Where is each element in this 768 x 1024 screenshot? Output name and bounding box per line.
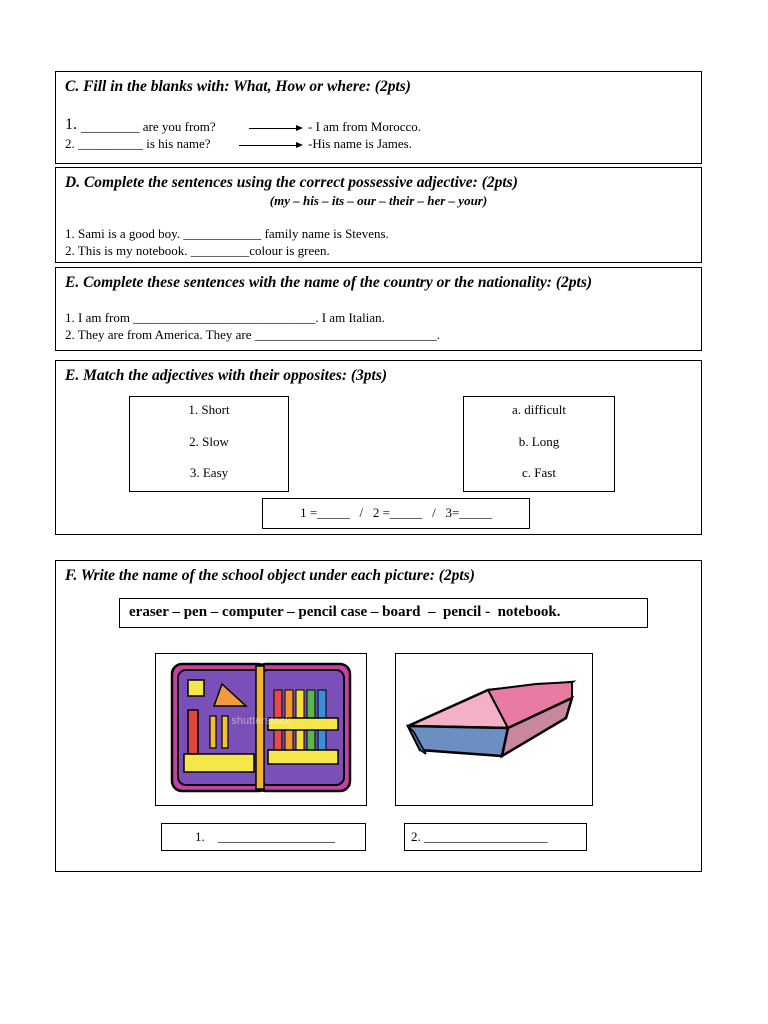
section-d-title: D. Complete the sentences using the correct possessive adjective: (2pts) bbox=[65, 174, 518, 191]
section-f bbox=[55, 560, 702, 872]
section-d bbox=[55, 167, 702, 263]
list-item: 3. Easy bbox=[189, 465, 229, 480]
adjectives-left-box bbox=[129, 396, 289, 492]
answer-1-line: __________________ bbox=[218, 829, 335, 844]
picture-2-frame bbox=[395, 653, 593, 806]
answer-2-line: 2. ___________________ bbox=[411, 829, 548, 844]
section-e-match bbox=[55, 360, 702, 535]
answer-1-box[interactable] bbox=[161, 823, 366, 851]
arrow-icon bbox=[239, 145, 301, 146]
arrow-icon bbox=[249, 128, 301, 129]
match-answer-line: 1 =_____ / 2 =_____ / 3=_____ bbox=[300, 505, 492, 520]
adjectives-right-box bbox=[463, 396, 615, 492]
list-item: a. difficult bbox=[512, 402, 566, 417]
answer-2-box[interactable] bbox=[404, 823, 587, 851]
section-c-title: C. Fill in the blanks with: What, How or where: (2pts) bbox=[65, 78, 411, 95]
section-c bbox=[55, 71, 702, 164]
answer-1-number: 1. bbox=[195, 829, 205, 844]
watermark-text: shutterstock bbox=[231, 715, 291, 727]
list-item: 1. Short bbox=[188, 402, 230, 417]
question-1-text: _________ are you from? bbox=[81, 119, 216, 134]
section-e-title: E. Complete these sentences with the name of the country or the nationality: (2pts) bbox=[65, 274, 593, 291]
question-2-text: 2. __________ is his name? bbox=[65, 136, 211, 151]
question-2-answer: -His name is James. bbox=[308, 136, 412, 151]
sentence-2: 2. They are from America. They are ____________________________. bbox=[65, 327, 440, 342]
sentence-1: 1. Sami is a good boy. ____________ family name is Stevens. bbox=[65, 226, 389, 241]
word-bank: eraser – pen – computer – pencil case – board – pencil - notebook. bbox=[129, 604, 561, 620]
match-answer-box[interactable] bbox=[262, 498, 530, 529]
section-e-nationality bbox=[55, 267, 702, 351]
pencil-case-image bbox=[156, 654, 366, 805]
picture-1-frame bbox=[155, 653, 367, 806]
sentence-2: 2. This is my notebook. _________colour is green. bbox=[65, 243, 330, 258]
word-bank-box bbox=[119, 598, 648, 628]
question-1-answer: - I am from Morocco. bbox=[308, 119, 421, 134]
section-e-match-title: E. Match the adjectives with their opposites: (3pts) bbox=[65, 367, 388, 384]
list-item: c. Fast bbox=[522, 465, 556, 480]
list-item: 2. Slow bbox=[189, 434, 229, 449]
section-f-title: F. Write the name of the school object under each picture: (2pts) bbox=[65, 567, 475, 584]
eraser-image bbox=[396, 654, 592, 805]
possessive-options: (my – his – its – our – their – her – your) bbox=[269, 193, 488, 208]
question-1-number: 1. bbox=[65, 116, 77, 133]
sentence-1: 1. I am from ____________________________. I am Italian. bbox=[65, 310, 385, 325]
list-item: b. Long bbox=[518, 434, 560, 449]
